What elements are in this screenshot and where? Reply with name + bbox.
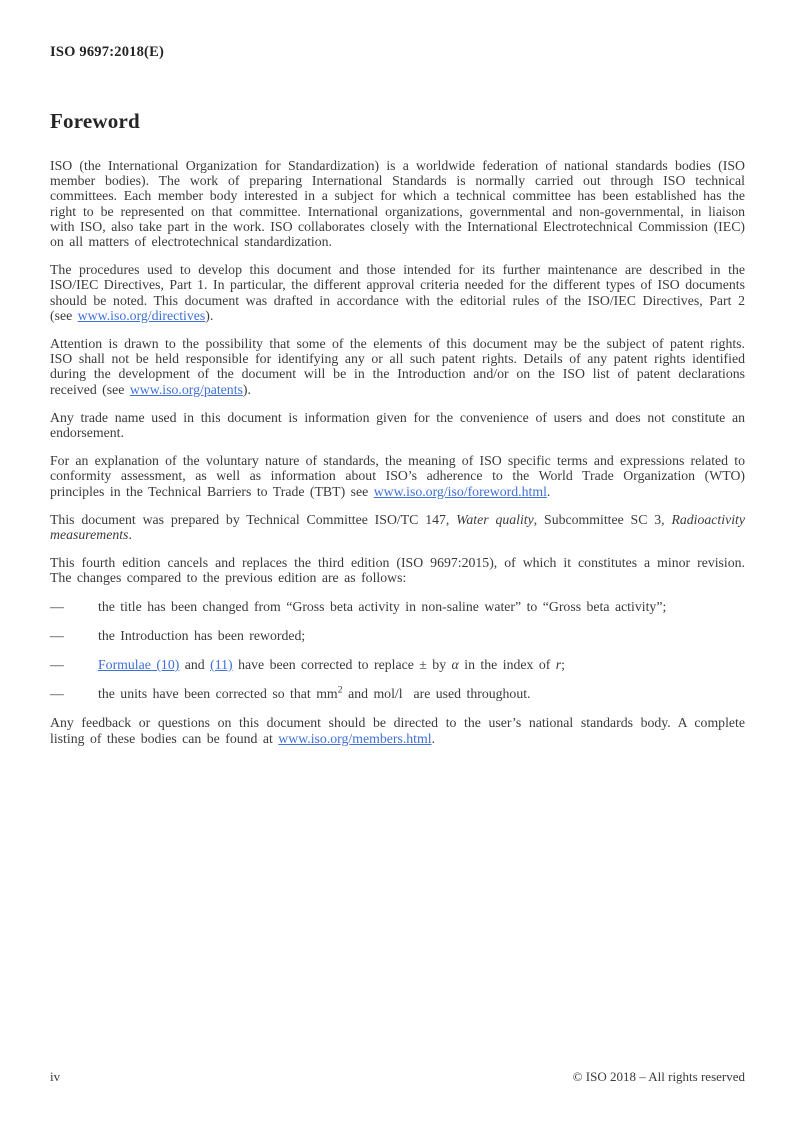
hyperlink[interactable]: (11) (210, 657, 233, 673)
page-title: Foreword (50, 109, 140, 133)
paragraph (50, 262, 745, 323)
list-item-text (98, 628, 305, 643)
paragraph (50, 336, 745, 397)
hyperlink[interactable]: Formulae (10) (98, 657, 180, 673)
text-run: ). (242, 381, 251, 397)
page-number: iv (50, 1069, 61, 1084)
paragraph (50, 512, 745, 542)
hyperlink[interactable]: www.iso.org/directives (77, 307, 206, 323)
paragraph (50, 158, 745, 249)
list-item-text (98, 599, 666, 614)
hyperlink[interactable]: www.iso.org/patents (129, 381, 243, 397)
list-item (50, 686, 745, 701)
paragraph (50, 410, 745, 440)
text-run: This document was prepared by Technical Committee ISO/TC 147, (50, 511, 457, 527)
dash-marker: — (50, 598, 64, 614)
document-body (50, 158, 745, 746)
list-item (50, 628, 745, 643)
text-run: ; (561, 657, 565, 673)
text-run: . (128, 527, 132, 543)
page-content (50, 108, 745, 759)
text-run: the Introduction has been reworded; (98, 627, 306, 643)
text-run: and (179, 657, 211, 673)
text-run: The procedures used to develop this document and those intended for its further maintenance are described in the ISO/IEC Directives, Part 1. In particular, the different approval criteria needed for the different types of ISO documents should be noted. This document was drafted in accordance with the editorial rules of the ISO/IEC Directives, Part 2 (see (50, 262, 745, 323)
text-run: . (546, 483, 551, 499)
running-header: ISO 9697:2018(E) (50, 44, 164, 60)
text-run: the title has been changed from “Gross beta activity in non-saline water” to “Gross beta activity”; (98, 598, 667, 614)
italic-text: α (451, 657, 459, 673)
text-run: Attention is drawn to the possibility that some of the elements of this document may be the subject of patent rights. ISO shall not be held responsible for identifying any or all such patent rights. Details of any patent rights identified during the development of the document will be in the Introduction and/or on the ISO list of patent declarations received (see (50, 336, 745, 397)
text-run: ISO (the International Organization for Standardization) is a worldwide federation of national standards bodies (ISO member bodies). The work of preparing International Standards is normally carried out through ISO technical committees. Each member body interested in a subject for which a technical committee has been established has the right to be represented on that committee. International organizations, governmental and non-governmental, in liaison with ISO, also take part in the work. ISO collaborates closely with the International Electrotechnical Commission (IEC) on all matters of electrotechnical standardization. (50, 158, 745, 250)
paragraph (50, 453, 745, 499)
text-run: , Subcommittee SC 3, (533, 511, 672, 527)
list-item-text (98, 686, 531, 701)
copyright-notice: © ISO 2018 – All rights reserved (572, 1069, 745, 1084)
list-item (50, 599, 745, 614)
text-run: . (431, 730, 436, 746)
list-item-text (98, 657, 565, 672)
text-run: Any feedback or questions on this document should be directed to the user’s national standards body. A complete listing of these bodies can be found at (50, 715, 745, 746)
text-run: and mol/l are used throughout. (342, 686, 531, 702)
text-run: in the index of (458, 657, 556, 673)
dash-marker: — (50, 686, 64, 702)
list-item (50, 657, 745, 672)
text-run: For an explanation of the voluntary nature of standards, the meaning of ISO specific terms and expressions related to conformity assessment, as well as information about ISO’s adherence to the World Trade Organization (WTO) principles in the Technical Barriers to Trade (TBT) see (50, 453, 745, 499)
italic-text: Water quality (456, 511, 534, 527)
page-footer (50, 1069, 745, 1085)
paragraph (50, 555, 745, 585)
dash-marker: — (50, 657, 64, 673)
text-run: Any trade name used in this document is information given for the convenience of users and does not constitute an endorsement. (50, 409, 745, 441)
text-run: This fourth edition cancels and replaces the third edition (ISO 9697:2015), of which it constitutes a minor revision. The changes compared to the previous edition are as follows: (50, 555, 745, 586)
text-run: ). (205, 307, 214, 323)
text-run: have been corrected to replace ± by (232, 657, 452, 673)
hyperlink[interactable]: www.iso.org/members.html (278, 730, 432, 746)
text-run: the units have been corrected so that mm (98, 686, 338, 702)
dash-marker: — (50, 627, 64, 643)
italic-text: Radioactivity measurements (50, 511, 745, 543)
paragraph (50, 715, 745, 745)
hyperlink[interactable]: www.iso.org/iso/foreword.html (373, 483, 547, 499)
italic-text: r (555, 657, 562, 673)
superscript-text: 2 (337, 684, 343, 696)
